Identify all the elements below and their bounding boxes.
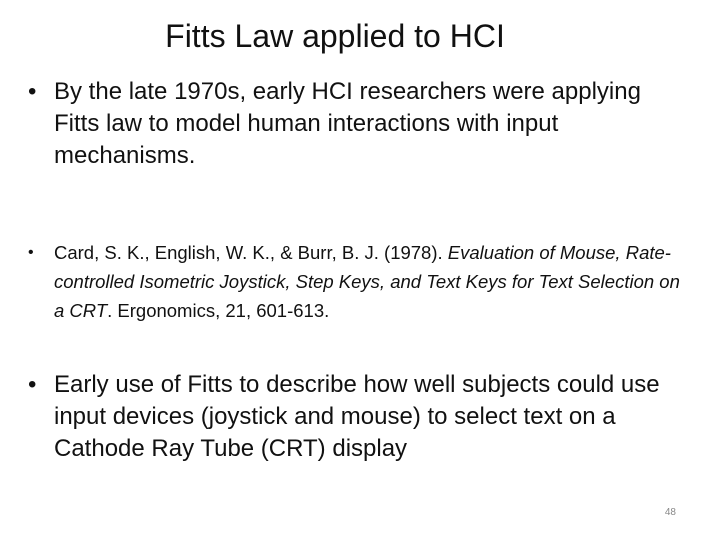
citation-source: . Ergonomics, 21, 601-613. bbox=[107, 300, 330, 321]
bullet-text: Early use of Fitts to describe how well subjects could use input devices (joystick and mouse) to select text on a Cathode Ray Tube (CRT) display bbox=[54, 371, 660, 462]
bullet-marker: • bbox=[28, 78, 37, 105]
citation-item bbox=[28, 238, 688, 325]
citation-work-title: Evaluation of Mouse, Rate-controlled Isometric Joystick, Step Keys, and Text Keys for Text Selection on a CRT bbox=[54, 242, 680, 321]
bullet-item bbox=[28, 369, 688, 465]
bullet-item bbox=[28, 76, 688, 172]
slide-title: Fitts Law applied to HCI bbox=[165, 18, 505, 54]
bullet-marker: • bbox=[28, 371, 37, 398]
bullet-text: By the late 1970s, early HCI researchers were applying Fitts law to model human interactions with input mechanisms. bbox=[54, 78, 641, 169]
page-number: 48 bbox=[664, 507, 676, 518]
bullet-marker: • bbox=[28, 244, 34, 261]
citation-authors: Card, S. K., English, W. K., & Burr, B. J. (1978). bbox=[54, 242, 448, 263]
citation-text bbox=[54, 238, 688, 325]
